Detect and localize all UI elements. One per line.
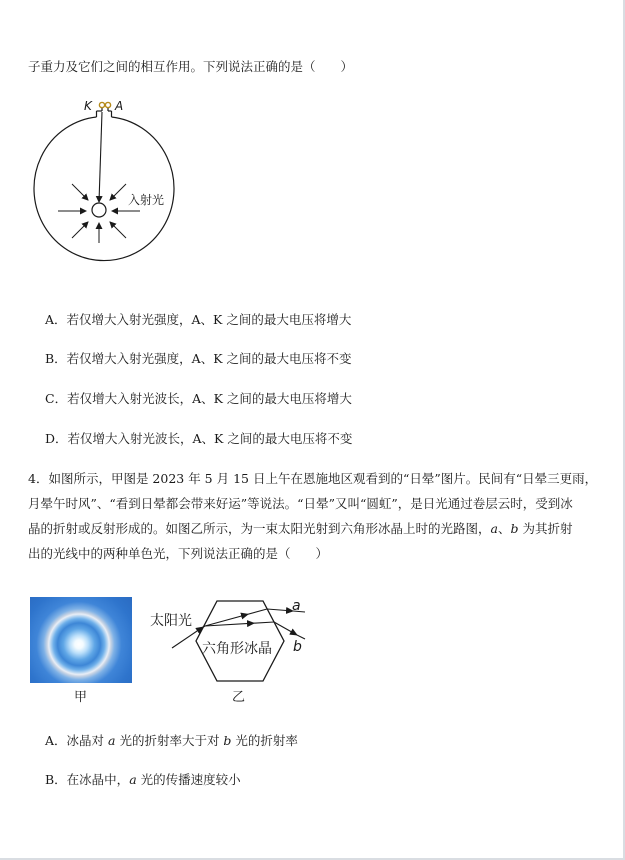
q4-option-b-prefix: B．在冰晶中， [45, 772, 130, 787]
label-jia: 甲 [74, 690, 88, 705]
q4-option-a [45, 733, 298, 749]
q4-option-a-mid: 光的折射率大于对 [115, 733, 224, 748]
q3-option-c: C．若仅增大入射光波长，A、K 之间的最大电压将增大 [45, 391, 352, 406]
separator: 、 [497, 521, 511, 536]
q4-stem-line-3 [28, 521, 572, 537]
label-yi: 乙 [232, 690, 246, 705]
var-a: a [129, 772, 137, 787]
var-b: b [223, 733, 232, 748]
central-electrode [92, 203, 106, 217]
ray-a-label: a [292, 598, 301, 614]
q4-stem-line-4: 出的光线中的两种单色光，下列说法正确的是（ ） [28, 546, 329, 561]
q3-option-d: D．若仅增大入射光波长，A、K 之间的最大电压将不变 [45, 431, 353, 446]
q4-option-b-suffix: 光的传播速度较小 [136, 772, 241, 787]
exit-ray-a [267, 609, 293, 611]
q4-option-b [45, 772, 241, 788]
anode-wire [99, 112, 102, 202]
q4-stem-line-2: 月晕午时风”、“看到日晕都会带来好运”等说法。“日晕”又叫“圆虹”，是日光通过卷层云时，受到冰 [28, 496, 573, 511]
label-a: A [115, 99, 124, 113]
phototube-figure [20, 90, 200, 290]
q4-option-a-prefix: A．冰晶对 [45, 733, 109, 748]
tube-outline [34, 117, 174, 261]
var-a: a [108, 733, 116, 748]
q4-option-a-suffix: 光的折射率 [231, 733, 298, 748]
var-a: a [490, 521, 498, 536]
q3-stem-tail: 子重力及它们之间的相互作用。下列说法正确的是（ ） [28, 59, 354, 74]
q3-option-a: A．若仅增大入射光强度，A、K 之间的最大电压将增大 [45, 312, 352, 327]
q3-option-b: B．若仅增大入射光强度，A、K 之间的最大电压将不变 [45, 351, 352, 366]
q4-stem-line-3-text: 晶的折射或反射形成的。如图乙所示，为一束太阳光射到六角形冰晶上时的光路图， [28, 521, 491, 536]
label-k: K [84, 99, 92, 113]
ray-b-label: b [293, 639, 302, 655]
q4-stem-line-1: 4．如图所示，甲图是 2023 年 5 月 15 日上午在恩施地区观看到的“日晕”图片。民间有“日晕三更雨， [28, 471, 598, 486]
terminal-a [105, 102, 110, 107]
incident-light-label: 入射光 [128, 193, 165, 207]
sunlight-label: 太阳光 [150, 613, 192, 629]
q4-stem-line-3-rest: 为其折射 [518, 521, 573, 536]
var-b: b [510, 521, 519, 536]
ice-crystal-label: 六角形冰晶 [202, 641, 272, 657]
terminal-k [99, 102, 104, 107]
sun-halo-photo [30, 597, 132, 683]
